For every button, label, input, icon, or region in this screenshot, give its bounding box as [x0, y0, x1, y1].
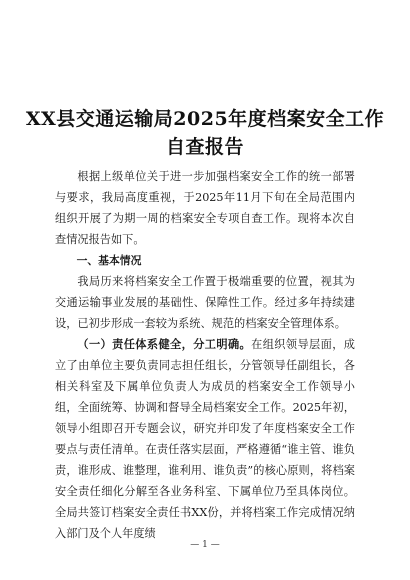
intro-paragraph: 根据上级单位关于进一步加强档案安全工作的统一部署与要求，我局高度重视，于2025年11月下旬在全局范围内组织开展了为期一周的档案安全专项自查工作。现将本次自查情况报告如下。 — [55, 170, 355, 246]
section1-paragraph: 我局历来将档案安全工作置于极端重要的位置，视其为交通运输事业发展的基础性、保障性工作。经过多年持续建设，已初步形成一套较为系统、规范的档案安全管理体系。 — [55, 275, 355, 330]
document-title-line-1: XX县交通运输局2025年度档案安全工作 — [25, 108, 385, 130]
section-heading-basic-situation: 一、基本情况 — [76, 254, 142, 267]
subsection1-paragraph — [55, 334, 355, 544]
document-title-line-2: 自查报告 — [165, 136, 244, 158]
subsection1-lead: （一）责任体系健全，分工明确。 — [77, 337, 252, 351]
document-body — [55, 166, 355, 544]
subsection1-text: 在组织领导层面，成立了由单位主要负责同志担任组长，分管领导任副组长，各相关科室及下属单位负责人为成员的档案安全工作领导小组，全面统筹、协调和督导全局档案安全工作。2025年初，领导小组即召开专题会议，研究并印发了年度档案安全工作要点与责任清单。在责任落实层面，严格遵循“谁主管、谁负责，谁形成、谁整理，谁利用、谁负责”的核心原则，将档案安全责任细化分解至各业务科室、下属单位乃至具体岗位。全局共签订档案安全责任书XX份，并将档案工作完成情况纳入部门及个人年度绩 — [55, 338, 355, 540]
page-number: — 1 — — [190, 540, 220, 550]
